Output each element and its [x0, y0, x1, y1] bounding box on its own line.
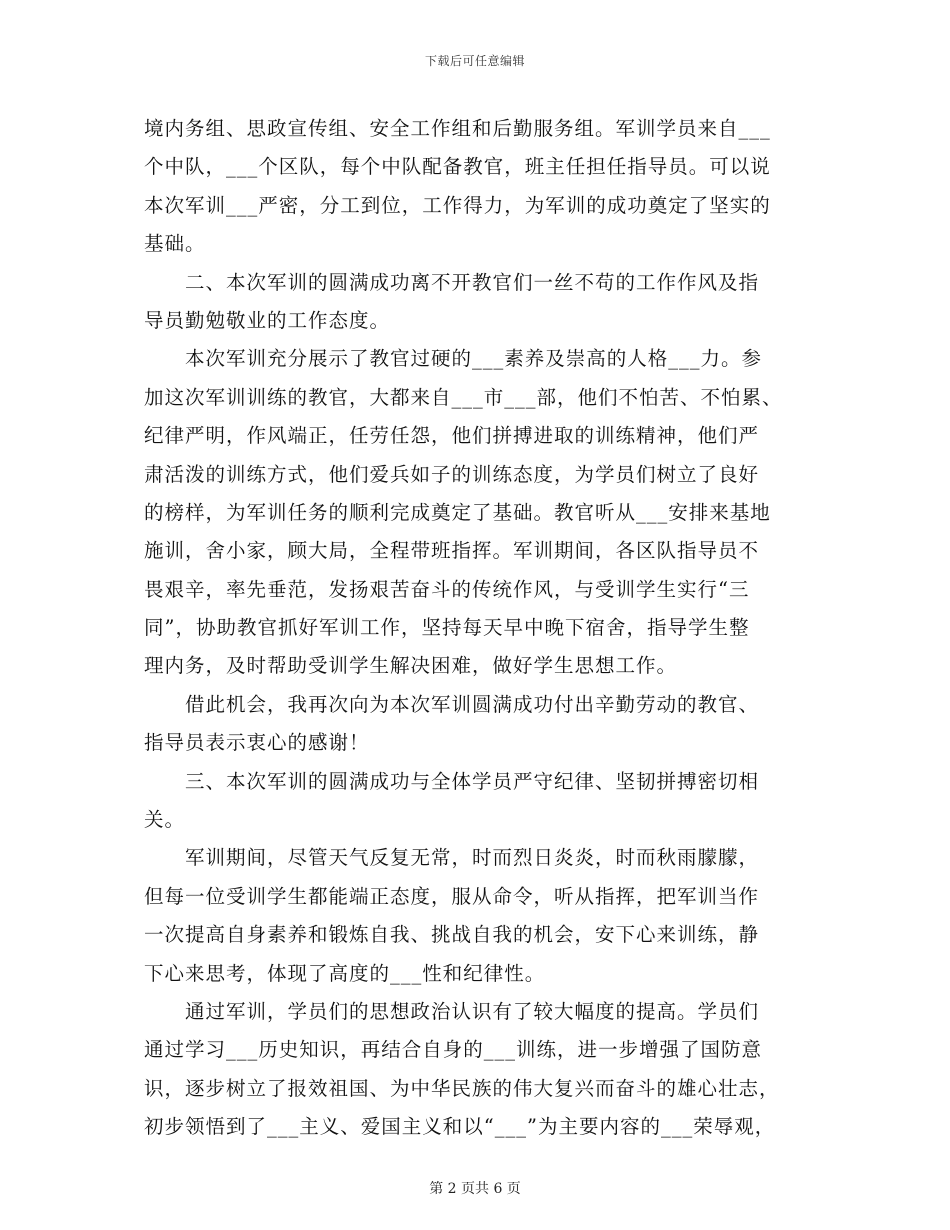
text-line: 纪律严明，作风端正，任劳任怨，他们拼搏进取的训练精神，他们严 — [144, 424, 760, 448]
text-line: 三、本次军训的圆满成功与全体学员严守纪律、坚韧拼搏密切相 — [144, 769, 760, 793]
text-line: 基础。 — [144, 232, 206, 256]
document-body — [144, 110, 814, 1147]
text-line: 关。 — [144, 808, 186, 832]
text-line: 借此机会，我再次向为本次军训圆满成功付出辛勤劳动的教官、 — [144, 692, 760, 716]
text-line: 一次提高自身素养和锻炼自我、挑战自我的机会，安下心来训练，静 — [144, 923, 760, 947]
text-line: 通过学习___历史知识，再结合自身的___训练，进一步增强了国防意 — [144, 1038, 763, 1062]
text-line: 境内务组、思政宣传组、安全工作组和后勤服务组。军训学员来自___ — [144, 117, 771, 140]
text-line: 加这次军训训练的教官，大都来自___市___部，他们不怕苦、不怕累、 — [144, 385, 783, 409]
text-line: 通过军训，学员们的思想政治认识有了较大幅度的提高。学员们 — [144, 999, 760, 1023]
text-line: 本次军训充分展示了教官过硬的___素养及崇高的人格___力。参 — [144, 347, 763, 371]
text-line: 导员勤勉敬业的工作态度。 — [144, 308, 391, 332]
text-line: 本次军训___严密，分工到位，工作得力，为军训的成功奠定了坚实的 — [144, 193, 771, 217]
text-line: 肃活泼的训练方式，他们爱兵如子的训练态度，为学员们树立了良好 — [144, 462, 760, 486]
page-number: 第 2 页共 6 页 — [429, 1181, 521, 1197]
text-line: 畏艰辛，率先垂范，发扬艰苦奋斗的传统作风，与受训学生实行“三 — [144, 577, 750, 601]
text-line: 的榜样，为军训任务的顺利完成奠定了基础。教官听从___安排来基地 — [144, 500, 771, 524]
text-line: 下心来思考，体现了高度的___性和纪律性。 — [144, 961, 546, 985]
text-line: 理内务，及时帮助受训学生解决困难，做好学生思想工作。 — [144, 654, 678, 678]
page-header: 下载后可任意编辑 — [424, 54, 525, 68]
text-line: 指导员表示衷心的感谢！ — [144, 731, 370, 755]
text-line: 个中队，___个区队，每个中队配备教官，班主任担任指导员。可以说 — [144, 155, 771, 179]
text-line: 施训，舍小家，顾大局，全程带班指挥。军训期间，各区队指导员不 — [144, 539, 760, 563]
text-line: 识，逐步树立了报效祖国、为中华民族的伟大复兴而奋斗的雄心壮志， — [144, 1076, 780, 1100]
text-line: 二、本次军训的圆满成功离不开教官们一丝不苟的工作作风及指 — [144, 270, 760, 294]
text-line: 但每一位受训学生都能端正态度，服从命令，听从指挥，把军训当作 — [144, 884, 760, 908]
text-line: 初步领悟到了___主义、爱国主义和以“___”为主要内容的___荣辱观， — [144, 1115, 776, 1139]
text-line: 军训期间，尽管天气反复无常，时而烈日炎炎，时而秋雨朦朦， — [144, 846, 760, 870]
text-line: 同”，协助教官抓好军训工作，坚持每天早中晚下宿舍，指导学生整 — [144, 616, 750, 640]
